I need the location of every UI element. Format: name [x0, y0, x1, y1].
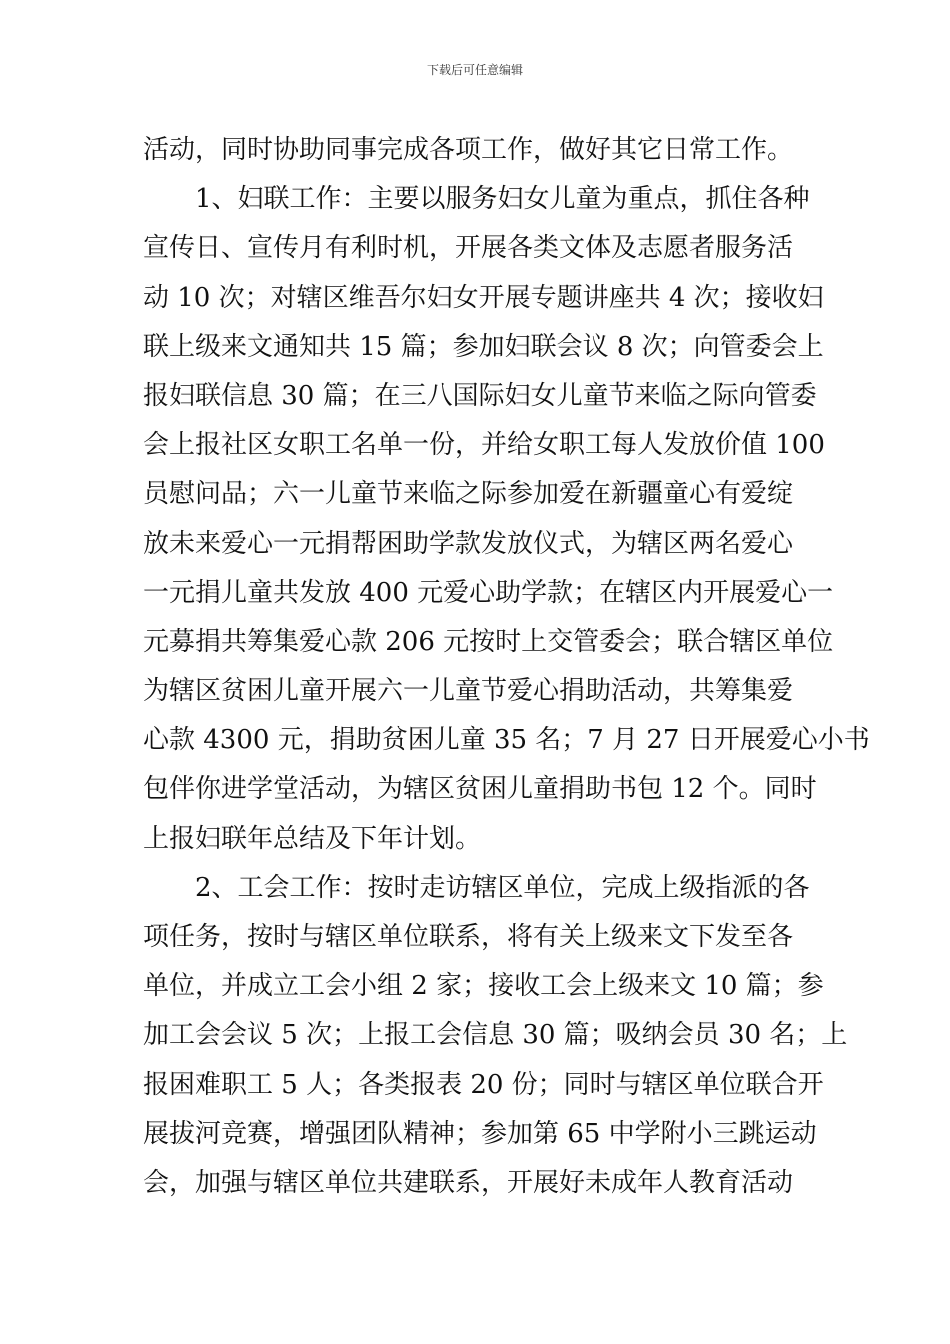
text-line: 会，加强与辖区单位共建联系，开展好未成年人教育活动 [143, 1167, 794, 1198]
text-line: 员慰问品；六一儿童节来临之际参加爱在新疆童心有爱绽 [143, 479, 794, 510]
text-line: 宣传日、宣传月有利时机，开展各类文体及志愿者服务活 [143, 233, 794, 264]
text-line: 展拔河竞赛，增强团队精神；参加第 65 中学附小三跳运动 [143, 1118, 817, 1149]
text-line: 放未来爱心一元捐帮困助学款发放仪式，为辖区两名爱心 [143, 528, 794, 559]
text-line: 报困难职工 5 人；各类报表 20 份；同时与辖区单位联合开 [143, 1069, 824, 1100]
text-line: 1、妇联工作：主要以服务妇女儿童为重点，抓住各种 [143, 184, 810, 215]
text-line: 为辖区贫困儿童开展六一儿童节爱心捐助活动，共筹集爱 [143, 676, 794, 707]
page-header: 下载后可任意编辑 [426, 63, 523, 77]
text-line: 活动，同时协助同事完成各项工作，做好其它日常工作。 [143, 135, 794, 165]
text-line: 加工会会议 5 次；上报工会信息 30 篇；吸纳会员 30 名；上 [143, 1020, 848, 1051]
text-line: 包伴你进学堂活动，为辖区贫困儿童捐助书包 12 个。同时 [143, 774, 817, 805]
text-line: 元募捐共筹集爱心款 206 元按时上交管委会；联合辖区单位 [143, 626, 834, 657]
text-line: 项任务，按时与辖区单位联系，将有关上级来文下发至各 [143, 922, 794, 952]
text-line: 会上报社区女职工名单一份，并给女职工每人发放价值 100 [143, 430, 825, 461]
text-line: 一元捐儿童共发放 400 元爱心助学款；在辖区内开展爱心一 [143, 577, 834, 608]
text-line: 报妇联信息 30 篇；在三八国际妇女儿童节来临之际向管委 [143, 380, 817, 411]
body-text [143, 126, 870, 1208]
text-line: 2、工会工作：按时走访辖区单位，完成上级指派的各 [143, 872, 810, 903]
text-line: 单位，并成立工会小组 2 家；接收工会上级来文 10 篇；参 [143, 971, 824, 1002]
text-line: 动 10 次；对辖区维吾尔妇女开展专题讲座共 4 次；接收妇 [143, 282, 824, 313]
text-line: 联上级来文通知共 15 篇；参加妇联会议 8 次；向管委会上 [143, 331, 824, 362]
text-line: 心款 4300 元，捐助贫困儿童 35 名；7 月 27 日开展爱心小书 [143, 725, 870, 756]
text-line: 上报妇联年总结及下年计划。 [143, 823, 482, 854]
